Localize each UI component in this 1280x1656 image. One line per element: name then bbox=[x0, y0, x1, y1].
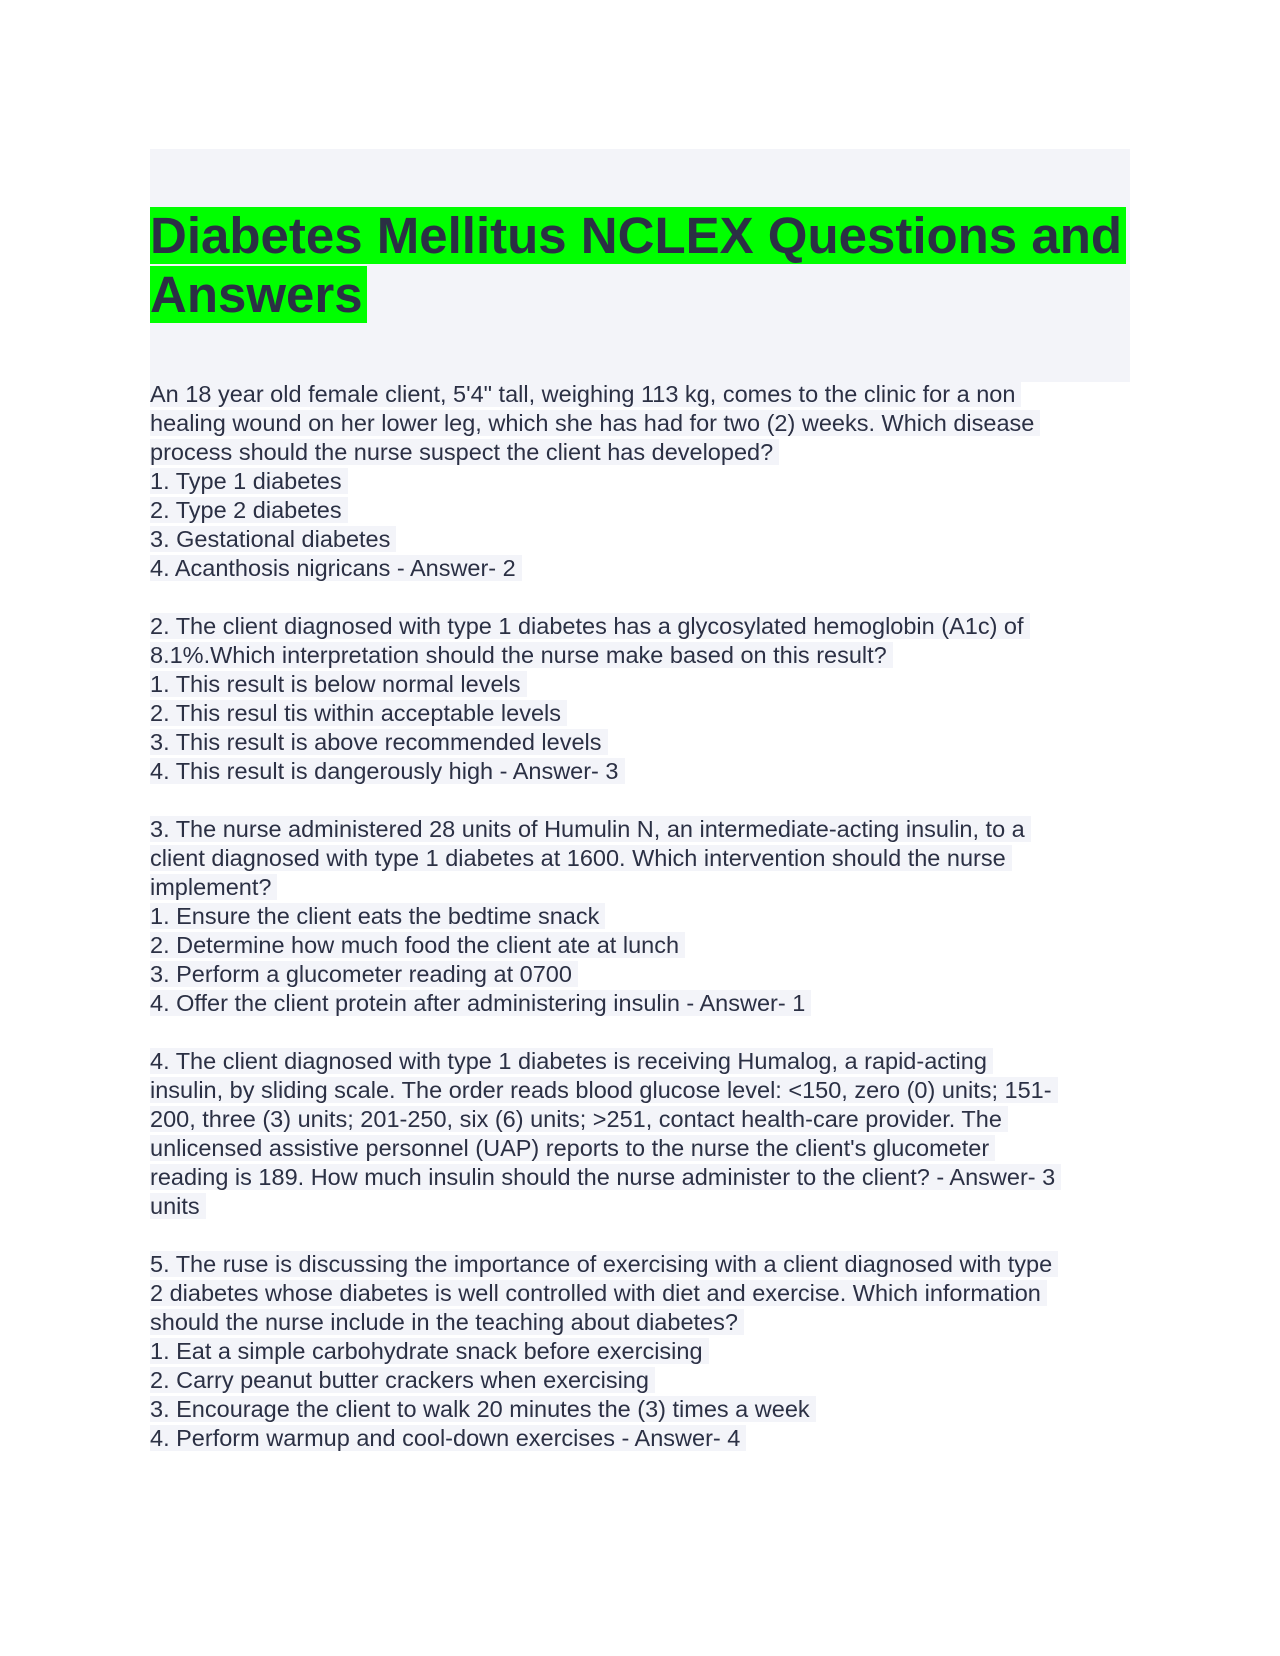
questions-container bbox=[150, 380, 1130, 1482]
answer-option: 2. Determine how much food the client ate at lunch bbox=[150, 931, 1130, 960]
answer-option: 1. This result is below normal levels bbox=[150, 670, 1130, 699]
answer-option: 1. Type 1 diabetes bbox=[150, 467, 1130, 496]
answer-option: 1. Ensure the client eats the bedtime snack bbox=[150, 902, 1130, 931]
answer-option: 1. Eat a simple carbohydrate snack before exercising bbox=[150, 1337, 1130, 1366]
answer-option: 2. This resul tis within acceptable levels bbox=[150, 699, 1130, 728]
answer-option: 4. This result is dangerously high - Answer- 3 bbox=[150, 757, 1130, 786]
text-line: should the nurse include in the teaching about diabetes? bbox=[150, 1308, 1130, 1337]
question-block bbox=[150, 1250, 1130, 1453]
text-line: 200, three (3) units; 201-250, six (6) units; >251, contact health-care provider. The bbox=[150, 1105, 1130, 1134]
text-line: 3. The nurse administered 28 units of Humulin N, an intermediate-acting insulin, to a bbox=[150, 815, 1130, 844]
question-block bbox=[150, 815, 1130, 1018]
text-line: reading is 189. How much insulin should the nurse administer to the client? - Answer- 3 bbox=[150, 1163, 1130, 1192]
answer-option: 4. Perform warmup and cool-down exercises - Answer- 4 bbox=[150, 1424, 1130, 1453]
text-line: insulin, by sliding scale. The order reads blood glucose level: <150, zero (0) units; 151- bbox=[150, 1076, 1130, 1105]
title-line-1: Diabetes Mellitus NCLEX Questions and bbox=[150, 207, 1126, 264]
answer-option: 4. Acanthosis nigricans - Answer- 2 bbox=[150, 554, 1130, 583]
answer-option: 2. Type 2 diabetes bbox=[150, 496, 1130, 525]
text-line: 5. The ruse is discussing the importance of exercising with a client diagnosed with type bbox=[150, 1250, 1130, 1279]
title-line-2: Answers bbox=[150, 266, 367, 323]
answer-option: 3. Encourage the client to walk 20 minutes the (3) times a week bbox=[150, 1395, 1130, 1424]
text-line: units bbox=[150, 1192, 1130, 1221]
text-line: An 18 year old female client, 5'4" tall, weighing 113 kg, comes to the clinic for a non bbox=[150, 380, 1130, 409]
text-line: 2 diabetes whose diabetes is well controlled with diet and exercise. Which information bbox=[150, 1279, 1130, 1308]
answer-option: 2. Carry peanut butter crackers when exercising bbox=[150, 1366, 1130, 1395]
text-line: process should the nurse suspect the client has developed? bbox=[150, 438, 1130, 467]
answer-option: 4. Offer the client protein after administering insulin - Answer- 1 bbox=[150, 989, 1130, 1018]
text-line: 2. The client diagnosed with type 1 diabetes has a glycosylated hemoglobin (A1c) of bbox=[150, 612, 1130, 641]
answer-option: 3. This result is above recommended levels bbox=[150, 728, 1130, 757]
text-line: healing wound on her lower leg, which she has had for two (2) weeks. Which disease bbox=[150, 409, 1130, 438]
question-block bbox=[150, 1047, 1130, 1221]
question-block bbox=[150, 380, 1130, 583]
text-line: 8.1%.Which interpretation should the nurse make based on this result? bbox=[150, 641, 1130, 670]
text-line: implement? bbox=[150, 873, 1130, 902]
text-line: unlicensed assistive personnel (UAP) reports to the nurse the client's glucometer bbox=[150, 1134, 1130, 1163]
question-block bbox=[150, 612, 1130, 786]
text-line: client diagnosed with type 1 diabetes at 1600. Which intervention should the nurse bbox=[150, 844, 1130, 873]
answer-option: 3. Gestational diabetes bbox=[150, 525, 1130, 554]
text-line: 4. The client diagnosed with type 1 diabetes is receiving Humalog, a rapid-acting bbox=[150, 1047, 1130, 1076]
answer-option: 3. Perform a glucometer reading at 0700 bbox=[150, 960, 1130, 989]
document-title bbox=[150, 206, 1140, 324]
